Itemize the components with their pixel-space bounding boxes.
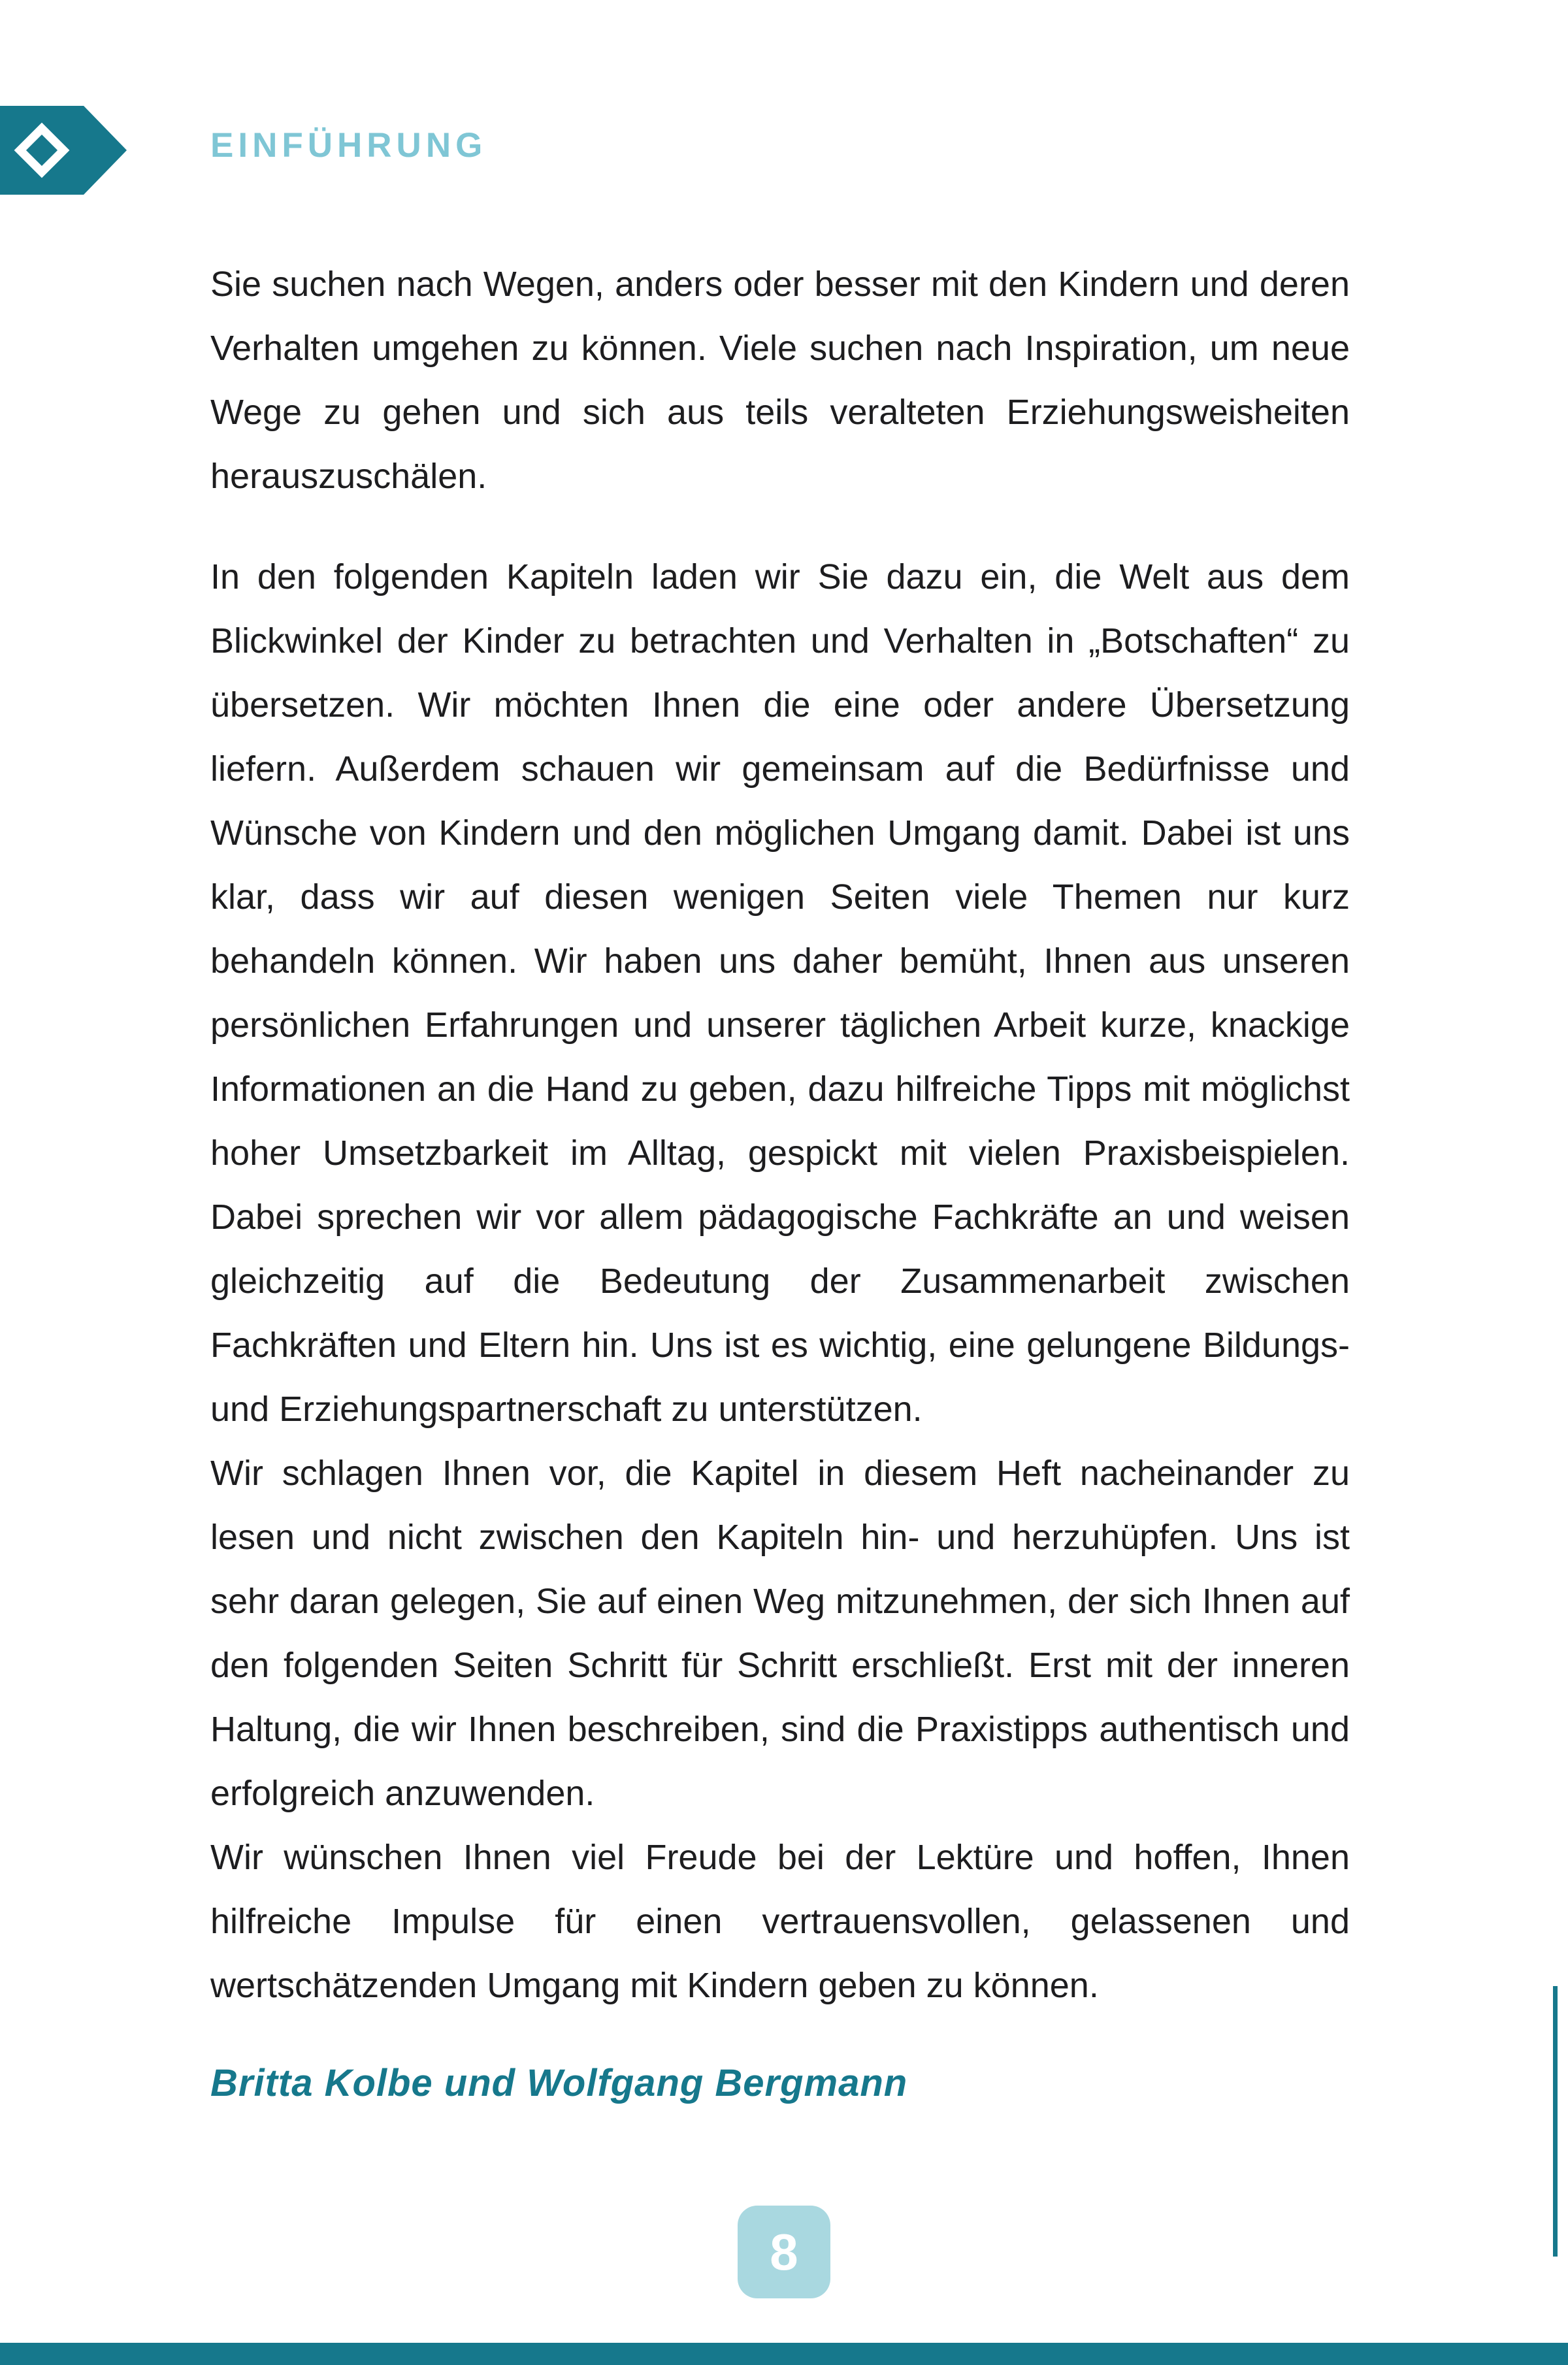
chapter-corner-tab xyxy=(0,106,127,195)
author-signature: Britta Kolbe und Wolfgang Bergmann xyxy=(210,2062,908,2104)
page-number: 8 xyxy=(770,2223,798,2281)
footer-bar xyxy=(0,2343,1568,2365)
paragraph-1: Sie suchen nach Wegen, anders oder besser mit den Kindern und deren Verhalten umgehen zu können. Viele suchen nach Inspiration, um neue Wege zu gehen und sich aus teils veralteten Erziehungsweisheiten herauszuschälen. xyxy=(210,265,1350,496)
paragraph-2: In den folgenden Kapiteln laden wir Sie dazu ein, die Welt aus dem Blickwinkel der Kinder zu betrachten und Verhalten in „Botschaften“ zu übersetzen. Wir möchten Ihnen die eine oder andere Übersetzung liefern. Außerdem schauen wir gemeinsam auf die Bedürfnisse und Wünsche von Kindern und den möglichen Umgang damit. Dabei ist uns klar, dass wir auf diesen wenigen Seiten viele Themen nur kurz behandeln können. Wir haben uns daher bemüht, Ihnen aus unseren persönlichen Erfahrungen und unserer täglichen Arbeit kurze, knackige Informationen an die Hand zu geben, dazu hilfreiche Tipps mit möglichst hoher Umsetzbarkeit im Alltag, gespickt mit vielen Praxisbeispielen. Dabei sprechen wir vor allem pädagogische Fachkräfte an und weisen gleichzeitig auf die Bedeutung der Zusammenarbeit zwischen Fachkräften und Eltern hin. Uns ist es wichtig, eine gelungene Bildungs- und Erziehungspartnerschaft zu unterstützen. xyxy=(210,557,1350,1429)
page-title: EINFÜHRUNG xyxy=(210,126,487,165)
page-number-badge xyxy=(738,2206,830,2298)
diamond-icon xyxy=(14,123,70,178)
paragraph-3: Wir schlagen Ihnen vor, die Kapitel in diesem Heft nacheinander zu lesen und nicht zwischen den Kapiteln hin- und herzuhüpfen. Uns ist sehr daran gelegen, Sie auf einen Weg mitzunehmen, der sich Ihnen auf den folgenden Seiten Schritt für Schritt erschließt. Erst mit der inneren Haltung, die wir Ihnen beschreiben, sind die Praxistipps authentisch und erfolgreich anzuwenden. xyxy=(210,1454,1350,1813)
body-text xyxy=(210,252,1350,2115)
paragraph-4: Wir wünschen Ihnen viel Freude bei der Lektüre und hoffen, Ihnen hilfreiche Impulse für einen vertrauensvollen, gelassenen und wertschätzenden Umgang mit Kindern geben zu können. xyxy=(210,1838,1350,2005)
right-edge-rule xyxy=(1553,1986,1558,2257)
